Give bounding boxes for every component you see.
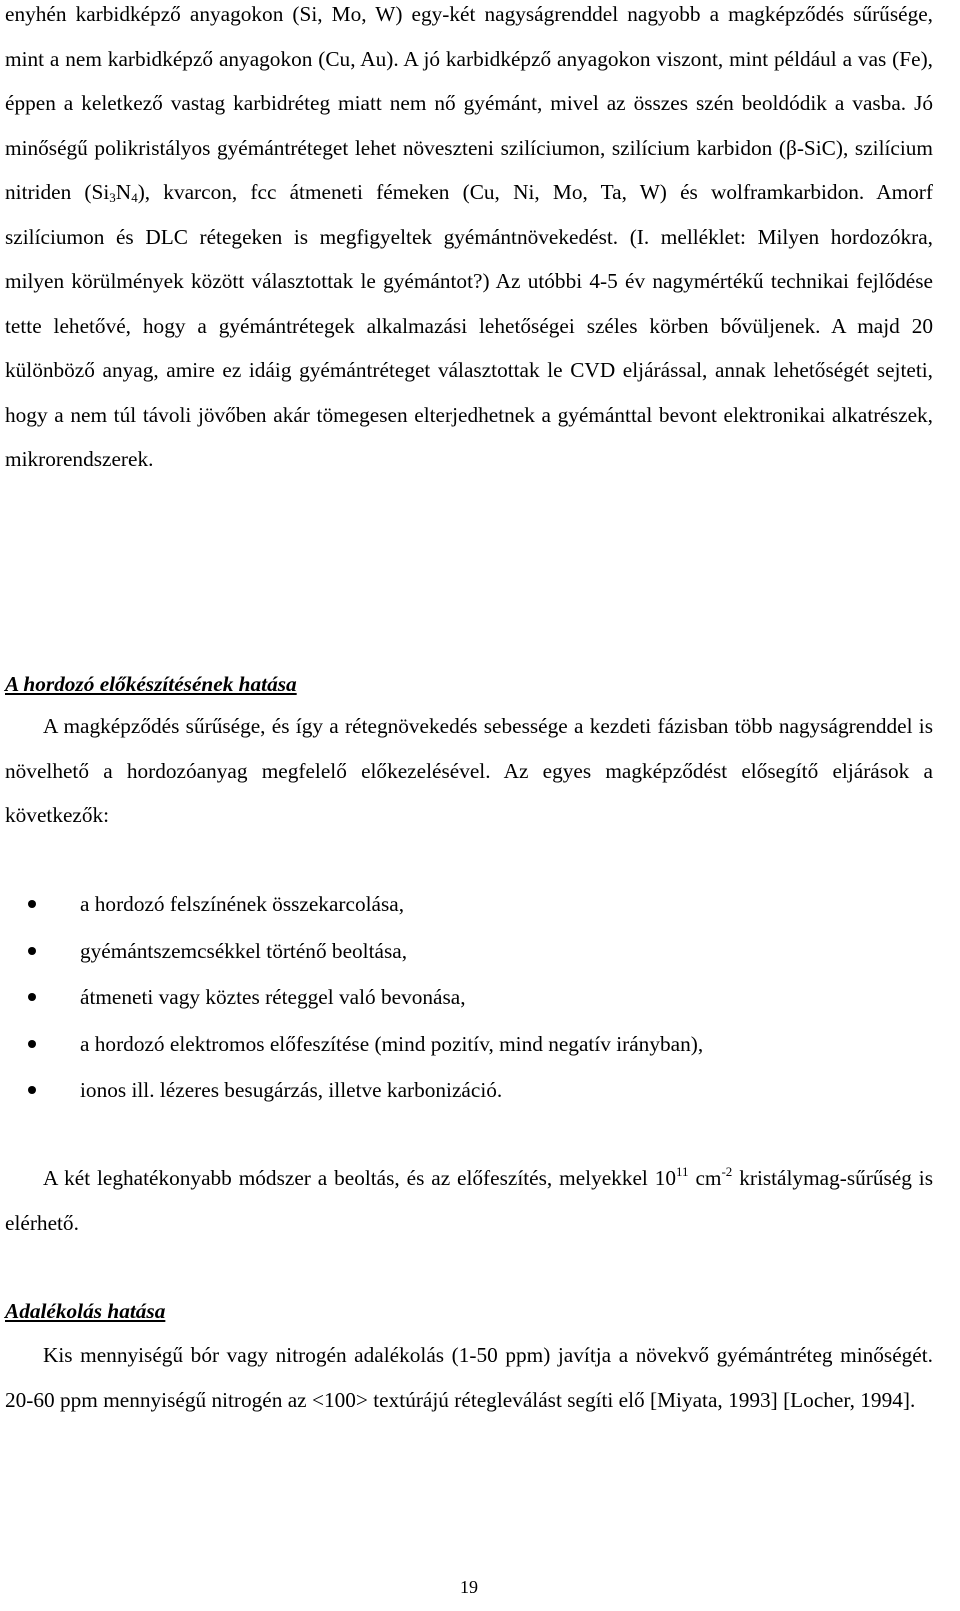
- bullet-icon: [28, 1040, 36, 1048]
- nucleation-methods-list: [5, 881, 933, 1114]
- list-item: [5, 1067, 933, 1114]
- bullet-icon: [28, 947, 36, 955]
- paragraph-substrates: [5, 0, 933, 482]
- list-item: [5, 928, 933, 975]
- section-heading-substrate-preparation: A hordozó előkészítésének hatása: [5, 672, 297, 696]
- section-heading-doping-effect: Adalékolás hatása: [5, 1299, 166, 1323]
- superscript-exponent-11: 11: [676, 1164, 689, 1179]
- paragraph-substrates-text-a: enyhén karbidképző anyagokon (Si, Mo, W) egy-két nagyságrenddel nagyobb a magképződés sűrűsége, mint a nem karbidképző anyagokon (Cu, Au). A jó karbidképző anyagokon viszont, mint például a vas (Fe), éppen a keletkező vastag karbidréteg miatt nem nő gyémánt, mivel az összes szén beoldódik a vasba. Jó minőségű polikristályos gyémántréteget lehet növeszteni szilíciumon, szilícium karbidon (β-SiC), szilícium nitriden (Si: [5, 2, 933, 204]
- list-item-text: a hordozó felszínének összekarcolása,: [80, 892, 405, 916]
- paragraph-substrates-text-c: ), kvarcon, fcc átmeneti fémeken (Cu, Ni, Mo, Ta, W) és wolframkarbidon. Amorf szilíciumon és DLC rétegeken is megfigyeltek gyémántnövekedést. (I. melléklet: Milyen hordozókra, milyen körülmények között választottak le gyémántot?) Az utóbbi 4-5 év nagymértékű technikai fejlődése tette lehetővé, hogy a gyémántrétegek alkalmazási lehetőségei széles körben bővüljenek. A majd 20 különböző anyag, amire ez idáig gyémántréteget választottak le CVD eljárással, annak lehetőségét sejteti, hogy a nem túl távoli jövőben akár tömegesen elterjedhetnek a gyémánttal bevont elektronikai alkatrészek, mikrorendszerek.: [5, 180, 933, 471]
- paragraph-best-methods-text-b: cm: [688, 1166, 722, 1190]
- paragraph-nucleation-density: A magképződés sűrűsége, és így a rétegnövekedés sebessége a kezdeti fázisban több nagyságrenddel is növelhető a hordozóanyag megfelelő előkezelésével. Az egyes magképződést elősegítő eljárások a következők:: [5, 714, 933, 827]
- paragraph-best-methods-text-a: A két leghatékonyabb módszer a beoltás, és az előfeszítés, melyekkel 10: [43, 1166, 677, 1190]
- paragraph-doping: Kis mennyiségű bór vagy nitrogén adalékolás (1-50 ppm) javítja a növekvő gyémántréteg minőségét. 20-60 ppm mennyiségű nitrogén az <100> textúrájú rétegleválást segíti elő [Miyata, 1993] [Locher, 1994].: [5, 1343, 933, 1412]
- list-item-text: a hordozó elektromos előfeszítése (mind pozitív, mind negatív irányban),: [80, 1031, 704, 1056]
- list-item: [5, 881, 933, 928]
- page-number: 19: [460, 1577, 478, 1597]
- bullet-icon: [28, 900, 36, 908]
- bullet-icon: [28, 1086, 36, 1094]
- paragraph-best-methods-text-c: kristálymag-sűrűség is elérhető.: [5, 1166, 933, 1235]
- list-item-text: gyémántszemcsékkel történő beoltása,: [80, 938, 408, 963]
- superscript-exponent-minus-2: -2: [721, 1164, 733, 1179]
- subscript-si-3: 3: [109, 190, 116, 205]
- paragraph-best-methods: [5, 1156, 933, 1245]
- list-item: [5, 974, 933, 1021]
- paragraph-substrates-text-b: N: [115, 180, 132, 204]
- list-item-text: átmeneti vagy köztes réteggel való bevonása,: [80, 985, 466, 1009]
- subscript-n-4: 4: [131, 190, 138, 205]
- bullet-icon: [28, 993, 36, 1001]
- list-item: [5, 1021, 933, 1068]
- list-item-text: ionos ill. lézeres besugárzás, illetve karbonizáció.: [80, 1078, 503, 1102]
